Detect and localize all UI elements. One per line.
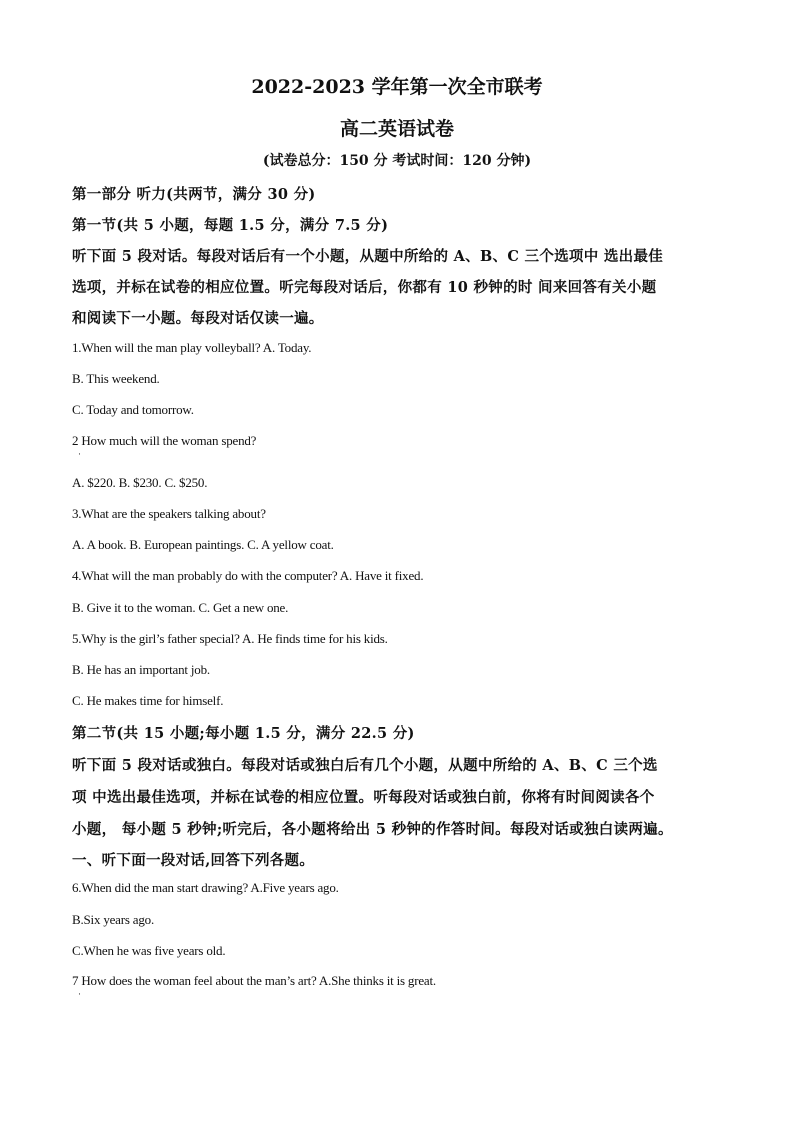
section2-heading: 第二节(共 15 小题;每小题 1.5 分，满分 22.5 分)	[72, 725, 415, 742]
option-line: B. He has an important job.	[72, 662, 210, 677]
option-line: A. A book. B. European paintings. C. A yellow coat.	[72, 537, 334, 552]
section1-instruction-line: 听下面 5 段对话。每段对话后有一个小题，从题中所给的 A、B、C 三个选项中 选出最佳	[72, 248, 664, 265]
stray-dot-mark: ·	[78, 449, 81, 459]
option-line: C. He makes time for himself.	[72, 693, 224, 708]
section1-instruction-line: 选项，并标在试卷的相应位置。听完每段对话后，你都有 10 秒钟的时 间来回答有关小题	[72, 279, 657, 296]
option-line: B. Give it to the woman. C. Get a new one.	[72, 600, 289, 615]
section2-instruction-line: 听下面 5 段对话或独白。每段对话或独白后有几个小题，从题中所给的 A、B、C 三个选	[72, 757, 658, 774]
question-1: 1.When will the man play volleyball? A. Today.	[72, 340, 312, 355]
question-2: 2 How much will the woman spend?	[72, 433, 257, 448]
question-6: 6.When did the man start drawing? A.Five years ago.	[72, 880, 339, 895]
question-7: 7 How does the woman feel about the man’s art? A.She thinks it is great.	[72, 973, 436, 988]
section2-instruction-line: 项 中选出最佳选项，并标在试卷的相应位置。听每段对话或独白前，你将有时间阅读各个	[72, 789, 655, 806]
part1-heading: 第一部分 听力(共两节，满分 30 分)	[72, 186, 316, 203]
exam-subtitle: 高二英语试卷	[339, 118, 454, 140]
option-line: B.Six years ago.	[72, 912, 155, 927]
stray-dot-mark: ·	[78, 989, 81, 999]
option-line: C.When he was five years old.	[72, 943, 226, 958]
exam-meta: (试卷总分：150 分 考试时间：120 分钟)	[262, 153, 532, 169]
section1-heading: 第一节(共 5 小题，每题 1.5 分，满分 7.5 分)	[72, 217, 389, 234]
section1-instruction-line: 和阅读下一小题。每段对话仅读一遍。	[72, 310, 324, 327]
exam-title: 2022-2023 学年第一次全市联考	[251, 76, 543, 98]
option-line: A. $220. B. $230. C. $250.	[72, 475, 208, 490]
option-line: C. Today and tomorrow.	[72, 402, 194, 417]
group-heading: 一、听下面一段对话,回答下列各题。	[72, 852, 315, 869]
question-4: 4.What will the man probably do with the computer? A. Have it fixed.	[72, 568, 424, 583]
section2-instruction-line: 小题， 每小题 5 秒钟;听完后，各小题将给出 5 秒钟的作答时间。每段对话或独白读两遍。	[72, 821, 673, 838]
question-5: 5.Why is the girl’s father special? A. He finds time for his kids.	[72, 631, 388, 646]
option-line: B. This weekend.	[72, 371, 160, 386]
question-3: 3.What are the speakers talking about?	[72, 506, 266, 521]
